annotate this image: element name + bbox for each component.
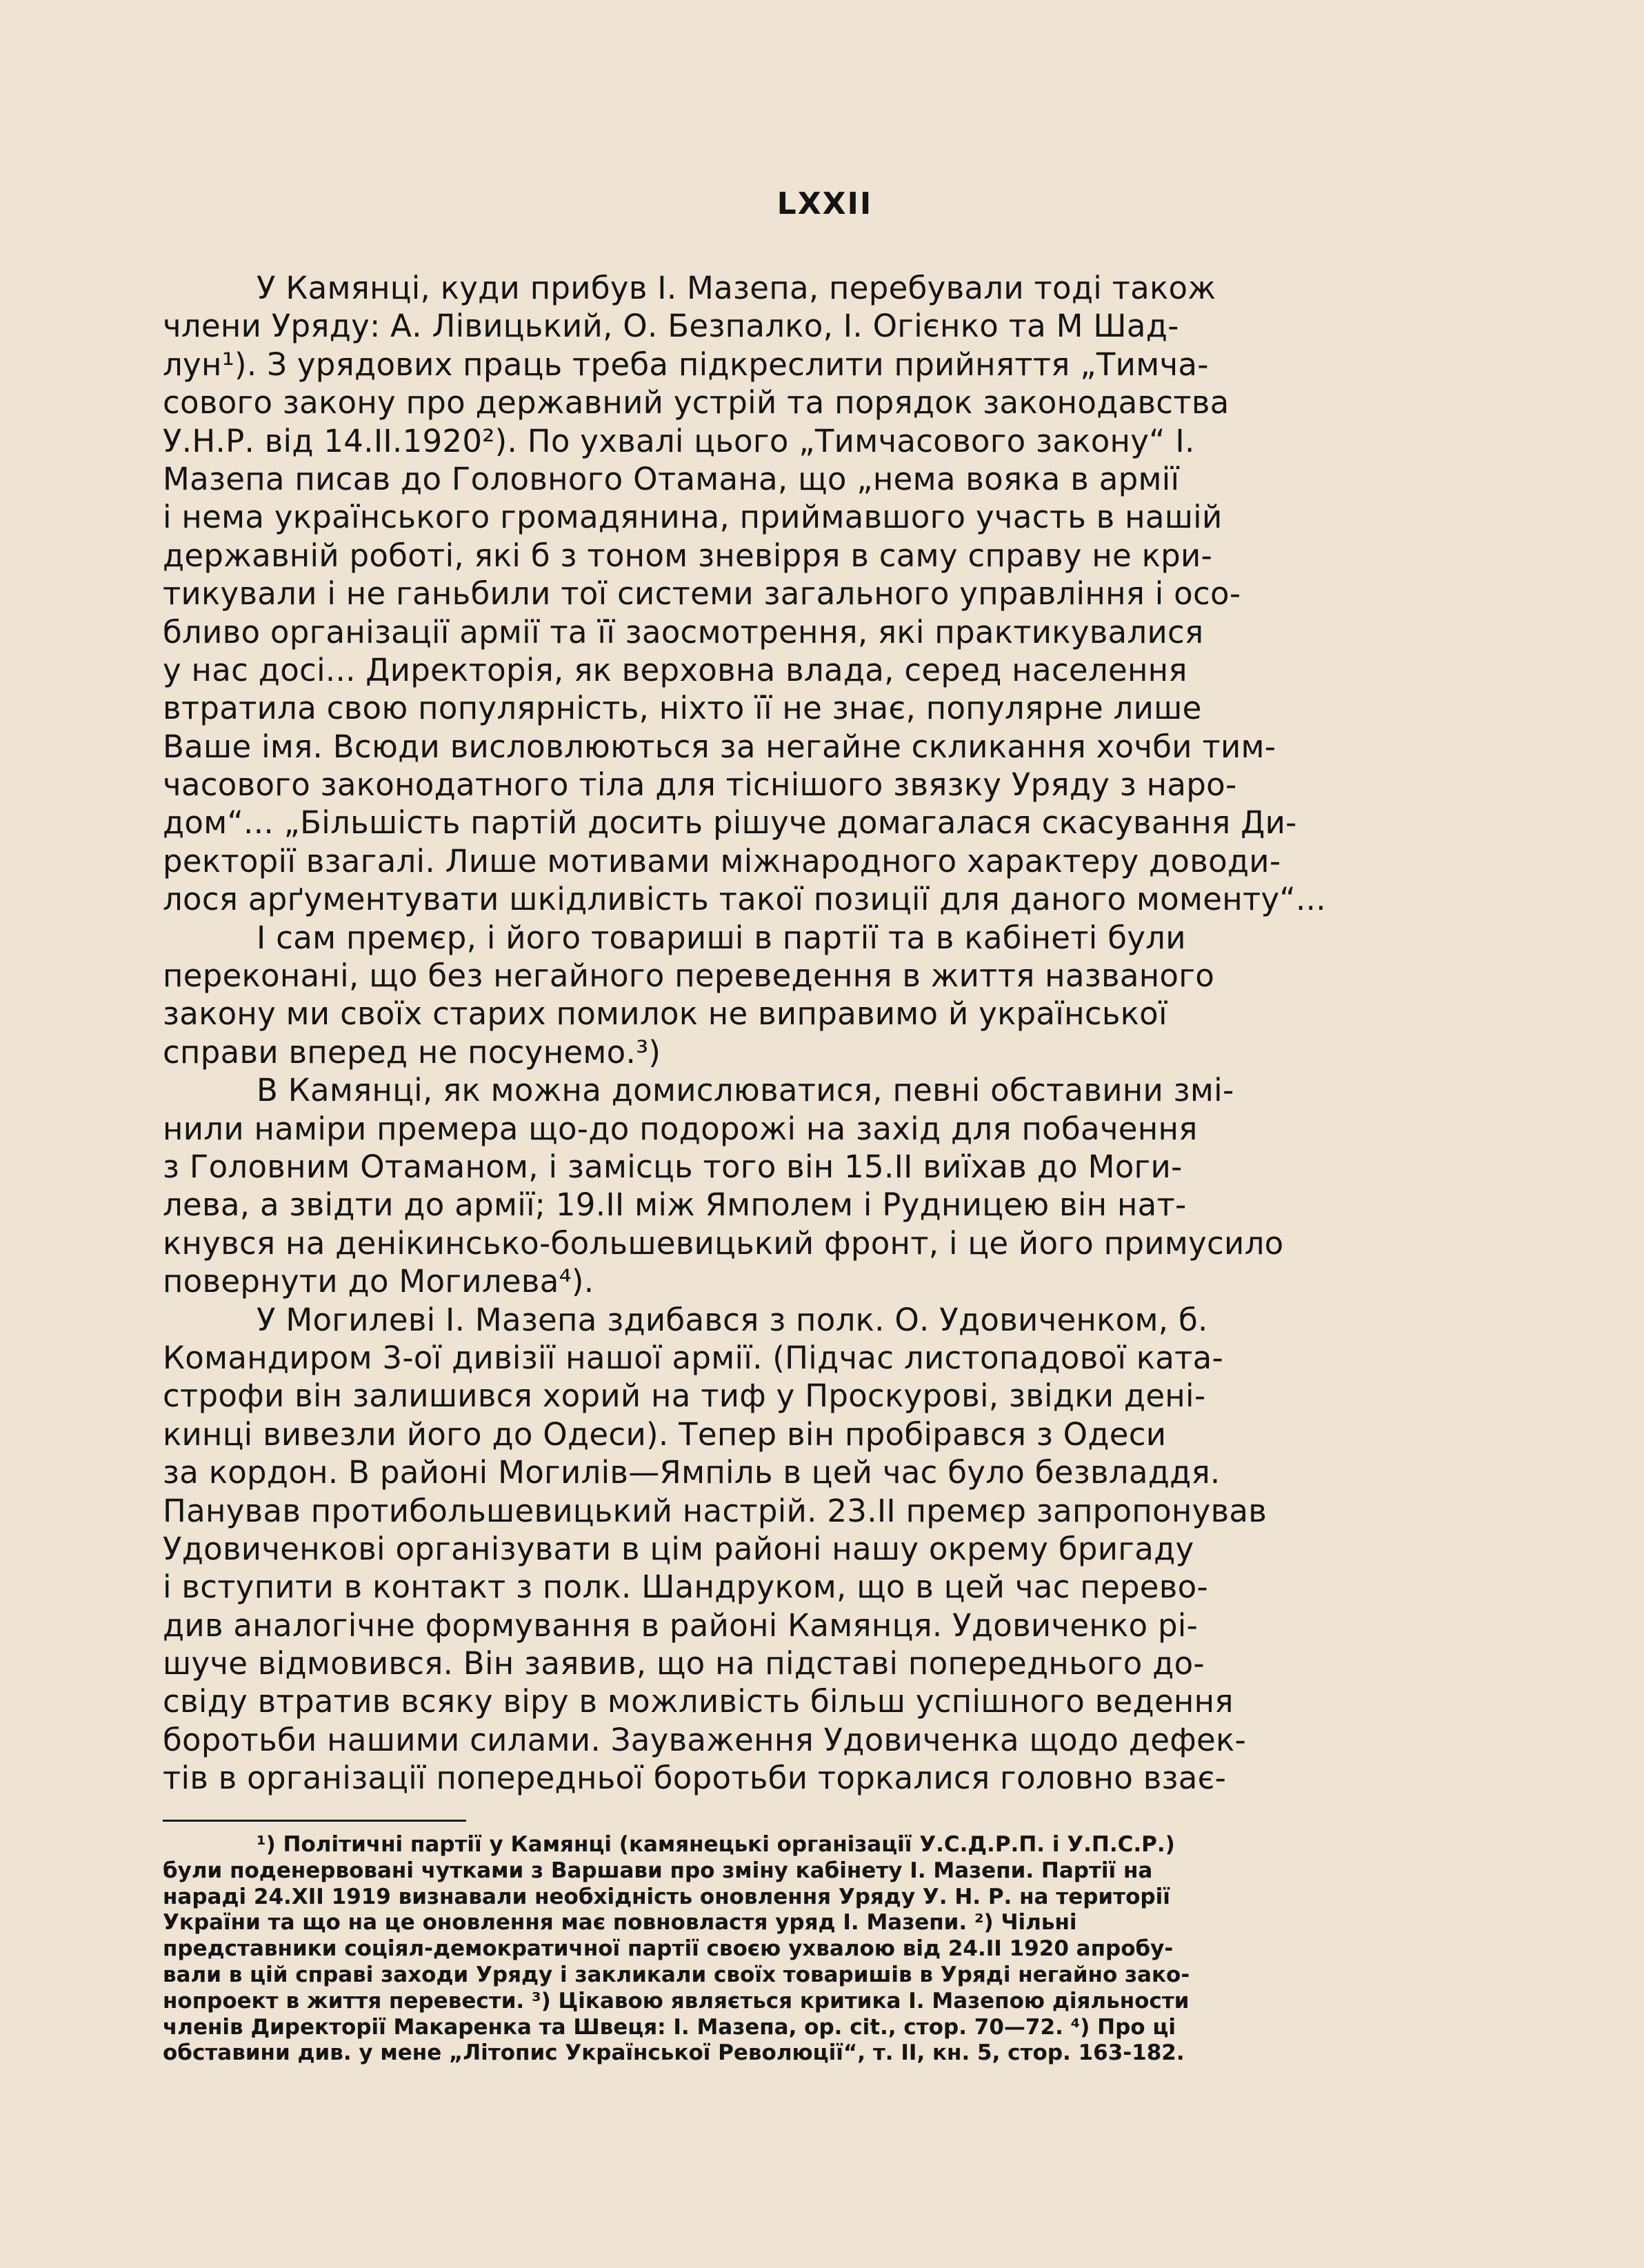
footnote-line: представники соціял-демократичної партії своєю ухвалою від 24.II 1920 апробу- — [163, 1936, 1174, 1962]
footnote-line: були поденервовані чутками з Варшави про зміну кабінету І. Мазепи. Партії на — [163, 1858, 1153, 1883]
body-line: за кордон. В районі Могилів—Ямпіль в цей час було безвладдя. — [163, 1454, 1221, 1491]
body-line: втратила свою популярність, ніхто її не знає, популярне лише — [163, 690, 1202, 727]
body-line: строфи він залишився хорий на тиф у Проскурові, звідки дені- — [163, 1377, 1206, 1415]
footnote-line: нопроект в життя перевести. ³) Цікавою являється критика І. Мазепою діяльности — [163, 1988, 1190, 2013]
body-line: закону ми своїх старих помилок не виправимо й української — [163, 995, 1167, 1033]
body-line: Командиром 3-ої дивізії нашої армії. (Підчас листопадової ката- — [163, 1339, 1224, 1376]
body-line: нили наміри премера що-до подорожі на захід для побачення — [163, 1110, 1198, 1147]
body-line: свіду втратив всяку віру в можливість більш успішного ведення — [163, 1683, 1234, 1720]
body-line: ректорії взагалі. Лише мотивами міжнародного характеру доводи- — [163, 842, 1281, 879]
body-line: і вступити в контакт з полк. Шандруком, що в цей час перево- — [163, 1569, 1208, 1606]
footnotes — [163, 1832, 1487, 2067]
body-line: у нас досі... Директорія, як верховна влада, серед населення — [163, 651, 1187, 688]
body-line: У.Н.Р. від 14.II.1920²). По ухвалі цього „Тимчасового закону“ І. — [163, 422, 1195, 459]
footnote-line: нараді 24.XII 1919 визнавали необхідність оновлення Уряду У. Н. Р. на території — [163, 1884, 1170, 1909]
body-line: часового законодатного тіла для тіснішого звязку Уряду з наро- — [163, 766, 1237, 804]
body-line: В Камянці, як можна домислюватися, певні обставини змі- — [257, 1072, 1234, 1109]
body-line: боротьби нашими силами. Зауваження Удовиченка щодо дефек- — [163, 1721, 1246, 1758]
body-line: У Могилеві І. Мазепа здибався з полк. О. Удовиченком, б. — [257, 1301, 1208, 1338]
body-line: тів в організації попередньої боротьби торкалися головно взає- — [163, 1760, 1227, 1797]
page-number: LXXII — [776, 186, 873, 221]
body-line: лева, а звідти до армії; 19.II між Ямполем і Рудницею він нат- — [163, 1186, 1187, 1224]
body-line: справи вперед не посунемо.³) — [163, 1033, 661, 1071]
body-line: див аналогічне формування в районі Камянця. Удовиченко рі- — [163, 1606, 1199, 1644]
body-line: Удовиченкові організувати в цім районі нашу окрему бригаду — [163, 1530, 1194, 1567]
body-line: бливо організації армії та її заосмотрення, які практикувалися — [163, 613, 1204, 650]
body-line: лося арґументувати шкідливість такої позиції для даного моменту“... — [163, 881, 1326, 918]
body-line: кнувся на денікинсько-большевицький фронт, і це його примусило — [163, 1224, 1284, 1262]
footnote-separator — [163, 1820, 466, 1822]
footnote-line: обставини див. у мене „Літопис Української Революції“, т. II, кн. 5, стор. 163-182. — [163, 2040, 1185, 2066]
body-line: Панував протибольшевицький настрій. 23.II премєр запропонував — [163, 1492, 1267, 1529]
body-line: і нема українського громадянина, приймавшого участь в нашій — [163, 499, 1223, 536]
body-line: І сам премєр, і його товариші в партії та в кабінеті були — [257, 919, 1186, 956]
body-line: У Камянці, куди прибув І. Мазепа, перебували тоді також — [257, 270, 1216, 306]
body-line: шуче відмовився. Він заявив, що на підставі попереднього до- — [163, 1645, 1205, 1682]
body-line: переконані, що без негайного переведення в життя названого — [163, 957, 1215, 995]
body-line: Ваше імя. Всюди висловлюються за негайне скликання хочби тим- — [163, 728, 1276, 765]
body-line: з Головним Отаманом, і замісць того він 15.II виїхав до Моги- — [163, 1148, 1183, 1185]
body-line: тикували і не ганьбили тої системи загального управління і осо- — [163, 575, 1241, 613]
body-line: повернути до Могилева⁴). — [163, 1263, 594, 1300]
body-line: сового закону про державний устрій та порядок законодавства — [163, 384, 1230, 421]
body-line: державній роботі, які б з тоном зневірря в саму справу не кри- — [163, 537, 1213, 574]
body-line: члени Уряду: А. Лівицький, О. Безпалко, І. Огієнко та М Шад- — [163, 308, 1179, 345]
footnote-line: ¹) Політичні партії у Камянці (камянецькі організації У.С.Д.Р.П. і У.П.С.Р.) — [257, 1832, 1175, 1857]
body-line: Мазепа писав до Головного Отамана, що „нема вояка в армії — [163, 460, 1180, 497]
body-line: кинці вивезли його до Одеси). Тепер він пробірався з Одеси — [163, 1415, 1167, 1453]
footnote-line: вали в цій справі заходи Уряду і закликали своїх товаришів в Уряді негайно зако- — [163, 1962, 1190, 1987]
footnote-line: України та що на це оновлення має повновластя уряд І. Мазепи. ²) Чільні — [163, 1910, 1077, 1936]
body-text — [163, 269, 1487, 1798]
body-line: лун¹). З урядових праць треба підкреслити прийняття „Тимча- — [163, 346, 1209, 383]
body-line: дом“... „Більшість партій досить рішуче домагалася скасування Ди- — [163, 804, 1297, 842]
footnote-line: членів Директорії Макаренка та Швеця: І. Мазепа, op. cit., стор. 70—72. ⁴) Про ці — [163, 2014, 1176, 2040]
